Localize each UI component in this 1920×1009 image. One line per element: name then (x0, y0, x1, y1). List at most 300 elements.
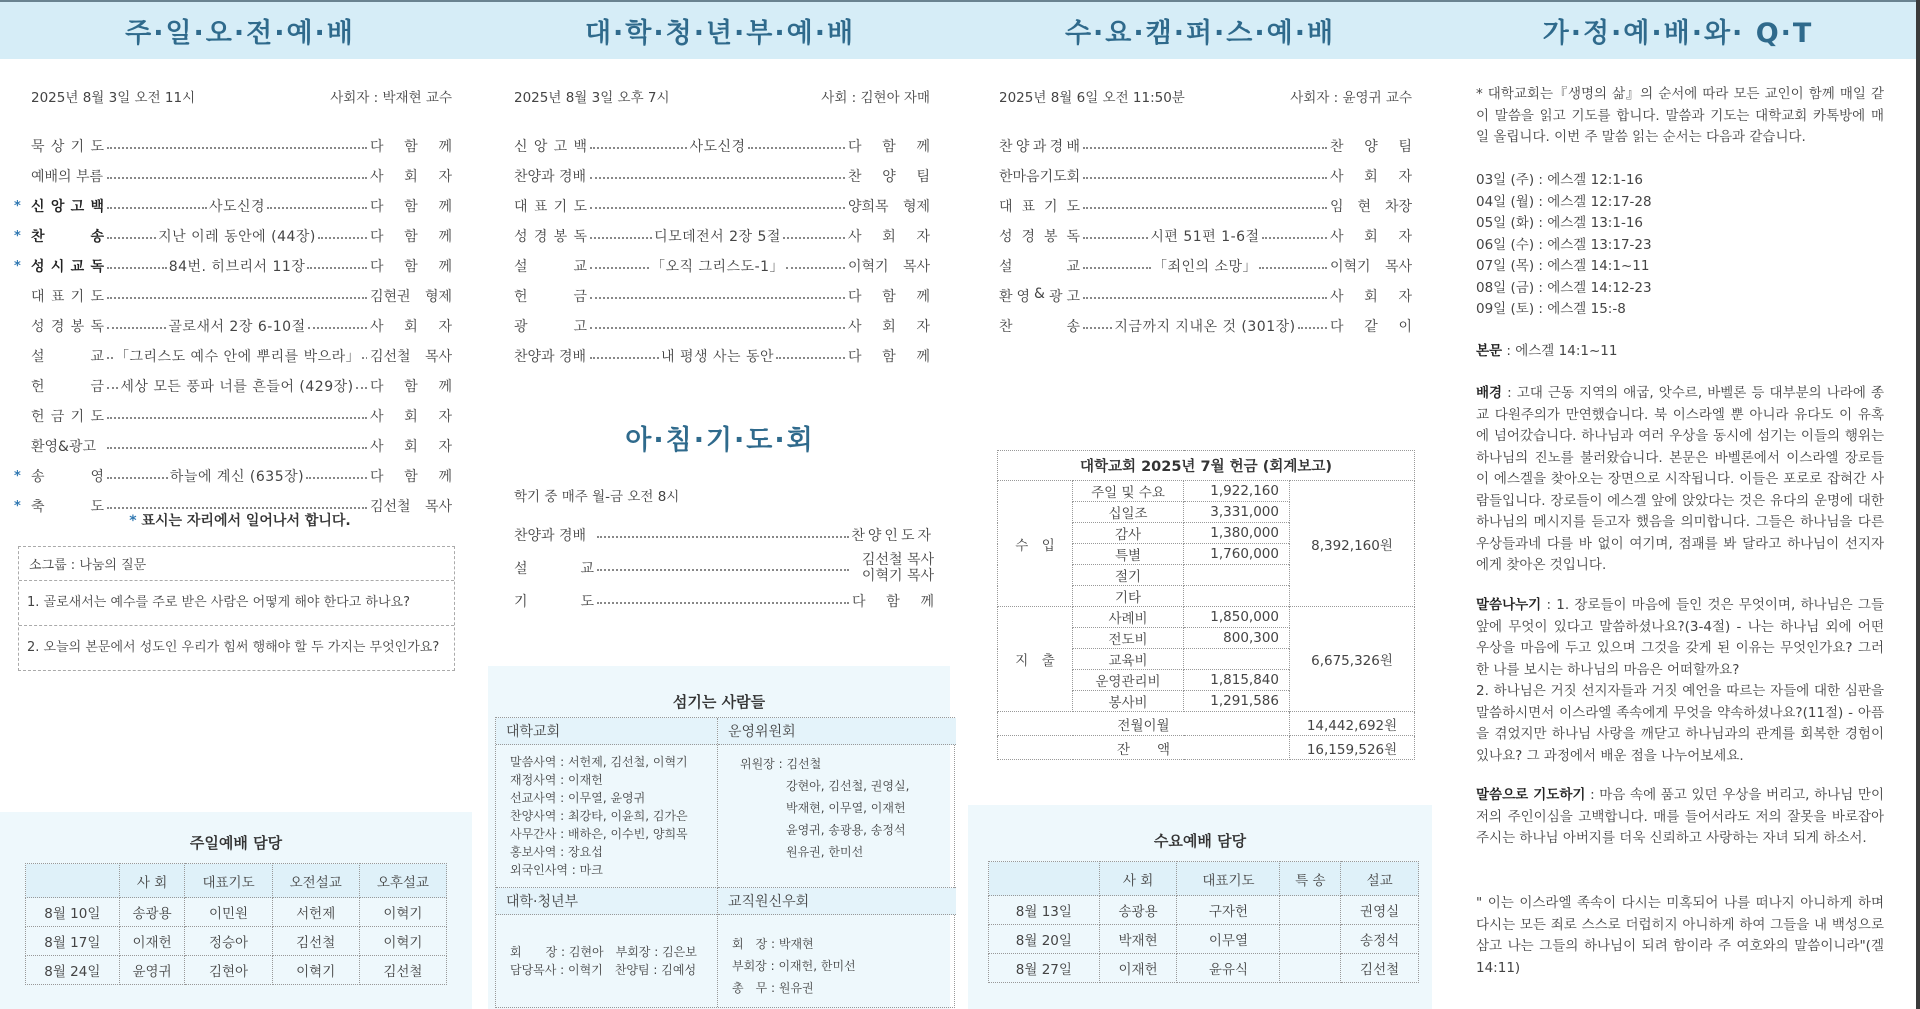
text-part: 께 (438, 139, 452, 155)
committee-member-line: 윤영귀, 송광용, 송정석 (786, 823, 906, 837)
qt-readings (1476, 170, 1884, 321)
text-part: 찬 (999, 319, 1013, 335)
text-part: 회 (404, 169, 418, 185)
reading-line: 04일 (월) : 에스겔 12:17-28 (1476, 193, 1652, 210)
stand-note-text: 표시는 자리에서 일어나서 합니다. (141, 513, 351, 529)
order-label (514, 591, 594, 611)
star-icon: * (14, 228, 21, 244)
text-part: 교 (70, 259, 85, 275)
qt-sharing-text: : 1. 장로들이 마음에 들인 것은 무엇이며, 하나님은 그들 앞에 무엇이 있다고 말씀하셨나요?(3-4절) - 나는 하나님 외에 어떤 우상을 마음에 두고 있으며 그것을 갖게 된 이유는 무엇인가요? 그러한 나를 보시는 하나님의 마음은 어떠할까요? (1476, 597, 1884, 678)
order-person (848, 136, 930, 156)
duty-cell: 이혁기 (272, 956, 359, 985)
text-part: 다 (370, 139, 384, 155)
order-leader (590, 256, 845, 276)
order-row (514, 586, 934, 616)
order-row (999, 221, 1412, 251)
dotted-leader (306, 477, 367, 479)
duty-cell: 윤영귀 (119, 956, 185, 985)
dotted-leader (107, 477, 168, 479)
servants-youth-list (496, 915, 717, 987)
servant-line: 회 장 : 박재현 (732, 937, 814, 951)
order-leader (590, 136, 845, 156)
order-row (14, 371, 452, 401)
order-row (14, 161, 452, 191)
qt-text-value: : 에스겔 14:1~11 (1502, 343, 1618, 359)
text-part: 환영&광고 (31, 439, 97, 455)
text-part: 다 (848, 139, 862, 155)
text-part: 도 (1066, 199, 1080, 215)
small-group-question: 2. 오늘의 본문에서 성도인 우리가 힘써 행해야 할 두 가지는 무엇인가요? (27, 640, 440, 655)
order-person (848, 196, 930, 216)
order-row (14, 341, 452, 371)
text-part: 함 (404, 229, 418, 245)
order-row (999, 251, 1412, 281)
balance-amount: 16,159,526원 (1290, 736, 1415, 760)
text-part: 사 (1330, 229, 1344, 245)
order-row (14, 131, 452, 161)
dotted-leader (107, 297, 367, 299)
order-person (1330, 226, 1412, 246)
text-part: 신 (31, 199, 45, 215)
person-line: 김선철 목사 (861, 552, 934, 568)
text-part: 백 (90, 199, 104, 215)
qt-column (1440, 0, 1916, 1009)
text-part: 함 (882, 349, 896, 365)
text-part: 도 (90, 499, 104, 515)
finance-title: 대학교회 2025년 7월 헌금 (회계보고) (998, 451, 1415, 481)
text-part: 이혁기 (848, 259, 889, 275)
text-part: 임 (1330, 199, 1344, 215)
text-part: 기 (514, 594, 528, 610)
qt-verse: " 이는 이스라엘 족속이 다시는 미혹되어 나를 떠나지 아니하게 하며 다시는 모든 죄로 스스로 더럽히지 아니하게 하여 그들을 내 백성으로 삼고 나는 그들의 하나님이 되려 함이라 주 여호와의 말씀이니라"(겔 14:11) (1476, 895, 1884, 976)
text-part: 대 (999, 199, 1013, 215)
order-leader (107, 256, 367, 276)
reading-line: 05일 (화) : 에스겔 13:1-16 (1476, 215, 1643, 231)
text-part: 께 (438, 379, 452, 395)
order-person (852, 552, 934, 584)
dotted-leader (590, 147, 687, 149)
text-part: 다 (848, 289, 862, 305)
dotted-leader (107, 417, 367, 419)
order-label (31, 436, 104, 456)
text-part: 고 (1066, 289, 1080, 305)
text-part: 축 (31, 499, 45, 515)
text-part: 함 (404, 379, 418, 395)
servant-line: 찬양사역 : 최강타, 이윤희, 김가은 (510, 809, 688, 823)
order-label (514, 346, 587, 366)
duty-cell: 8월 20일 (989, 925, 1100, 954)
duty-header-cell (989, 862, 1100, 896)
duty-cell: 이혁기 (359, 898, 446, 927)
text-part: 도 (90, 139, 104, 155)
income-total: 8,392,160원 (1290, 481, 1415, 607)
star-icon: * (129, 513, 137, 529)
wednesday-order (999, 131, 1412, 341)
text-part: 자 (438, 169, 452, 185)
text-part: 께 (438, 199, 452, 215)
text-part: 팀 (916, 169, 930, 185)
dotted-leader (107, 177, 367, 179)
text-part: 도 (580, 594, 594, 610)
duty-row (26, 898, 447, 927)
text-part: 께 (438, 469, 452, 485)
star-icon: * (14, 498, 21, 514)
duty-cell: 8월 27일 (989, 954, 1100, 983)
order-label (31, 466, 104, 486)
text-part: 성 (31, 319, 45, 335)
reading-line: 09일 (토) : 에스겔 15:-8 (1476, 301, 1626, 317)
wednesday-datetime: 2025년 8월 6일 오전 11:50분 (999, 90, 1185, 106)
text-part: 대 (31, 289, 45, 305)
qt-intro: * 대학교회는『생명의 삶』의 순서에 따라 모든 교인이 함께 매일 같이 말씀을 읽고 기도를 합니다. 말씀과 기도는 대학교회 카톡방에 매일 올립니다. 이번 주 말씀 읽는 순서는 다음과 같습니다. (1476, 86, 1884, 145)
order-row (999, 161, 1412, 191)
order-person (1330, 196, 1412, 216)
text-part: 한마음기도회 (999, 169, 1081, 185)
text-part: 사 (1330, 289, 1344, 305)
text-part: 찬양과 경배 (514, 349, 587, 365)
qt-background-text: : 고대 근동 지역의 애굽, 앗수르, 바벨론 등 대부분의 나라에 종교 다원주의가 만연했습니다. 북 이스라엘 뿐 아니라 유다도 이 유혹에 넘어갔습니다. 하나님과 여러 우상을 동시에 섬기는 이들의 행위는 하나님의 진노를 불러왔습니다. 본문은 바벨론에서 이스라엘 장로들이 에스겔을 찾아오는 장면으로 시작됩니다. 이들은 포로로 잡혀간 사람들입니다. 장로들이 에스겔 앞에 앉았다는 것은 유다의 운명에 대한 하나님의 메시지를 듣고자 했음을 의미합니다. 그들은 하나님을 다른 우상들과네 다를 바 없이 여기며, 점괘를 봐 달라고 하나님이 선지자에게 찾아온 것입니다. (1476, 385, 1884, 573)
stand-note (0, 510, 480, 530)
order-leader (1083, 226, 1327, 246)
income-amount: 1,760,000 (1184, 544, 1290, 565)
text-part: 헌 (31, 409, 45, 425)
text-part: 표 (50, 289, 65, 305)
text-part: 사 (848, 229, 862, 245)
dotted-leader (1083, 177, 1327, 179)
youth-order (514, 131, 930, 371)
text-part: 목사 (1384, 259, 1412, 275)
text-part: 께 (916, 349, 930, 365)
finance-balance-row (998, 736, 1415, 760)
servants-youth-heading: 대학·청년부 (496, 888, 717, 915)
dotted-leader (107, 267, 167, 269)
text-part: 차장 (1384, 199, 1412, 215)
order-person (370, 436, 452, 456)
small-group-heading: 소그룹 : 나눔의 질문 (19, 547, 454, 581)
sunday-morning-order (14, 131, 452, 521)
order-leader (1083, 316, 1327, 336)
order-label (514, 525, 594, 545)
youth-banner (480, 2, 960, 59)
text-part: 양 (1364, 139, 1378, 155)
sunday-morning-header (31, 86, 452, 106)
youth-column (480, 0, 960, 1009)
expense-item: 전도비 (1073, 628, 1184, 649)
income-amount: 1,922,160 (1184, 481, 1290, 502)
order-person (370, 226, 452, 246)
order-detail: 사도신경 (208, 199, 266, 215)
duty-header-cell (26, 864, 120, 898)
order-row (999, 281, 1412, 311)
order-label (514, 558, 594, 578)
morning-prayer-schedule: 학기 중 매주 월-금 오전 8시 (514, 489, 680, 505)
order-person (370, 376, 452, 396)
dotted-leader (590, 267, 649, 269)
servant-line: 총 무 : 원유권 (732, 981, 814, 995)
order-detail: 하늘에 계신 (635장) (169, 469, 305, 485)
dotted-leader (1259, 267, 1327, 269)
dotted-leader (107, 207, 207, 209)
text-part: 함 (886, 594, 900, 610)
committee-member-line: 박재현, 이무열, 이재헌 (786, 801, 906, 815)
servants-church-list (496, 745, 717, 887)
text-part: 찬 (999, 139, 1013, 155)
order-label (514, 316, 587, 336)
text-part: 양희목 (848, 199, 889, 215)
order-person (370, 166, 452, 186)
order-row (999, 191, 1412, 221)
expense-total: 6,675,326원 (1290, 607, 1415, 712)
text-part: 김현권 (370, 289, 411, 305)
text-part: 형제 (424, 289, 452, 305)
duty-header-cell: 오전설교 (272, 864, 359, 898)
text-part: 고 (553, 139, 568, 155)
text-part: 김선철 (370, 499, 411, 515)
finance-report-table (997, 450, 1415, 760)
order-person (370, 196, 452, 216)
text-part: 독 (90, 319, 104, 335)
duty-header-cell: 대표기도 (1177, 862, 1280, 896)
order-label (999, 196, 1080, 216)
servant-line: 부회장 : 이재헌, 한미선 (732, 959, 856, 973)
duty-cell: 송광용 (1099, 896, 1177, 925)
order-label (31, 196, 104, 216)
order-leader (1083, 143, 1327, 149)
order-row (14, 431, 452, 461)
qt-prayer-label: 말씀으로 기도하기 (1476, 787, 1586, 803)
order-label (999, 136, 1080, 156)
qt-title: 가·정·예·배·와· Q·T (1542, 18, 1814, 49)
text-part: 고 (573, 319, 587, 335)
text-part: 설 (514, 561, 528, 577)
text-part: 교 (580, 561, 594, 577)
youth-leader: 사회 : 김현아 자매 (821, 90, 930, 106)
text-part: 신 (514, 139, 528, 155)
text-part: 성 (999, 229, 1013, 245)
text-part: 봉 (553, 229, 568, 245)
text-part: 께 (916, 139, 930, 155)
dotted-leader (318, 237, 367, 239)
duty-cell: 8월 13일 (989, 896, 1100, 925)
duty-cell: 송정석 (1341, 925, 1419, 954)
text-part: 께 (920, 594, 934, 610)
text-part: 도 (90, 409, 104, 425)
duty-cell: 정승아 (185, 927, 272, 956)
wednesday-title: 수·요·캠·퍼·스·예·배 (1064, 18, 1336, 49)
order-detail: 지금까지 지내온 것 (301장) (1114, 319, 1296, 335)
text-part: 회 (882, 319, 896, 335)
order-detail: 내 평생 사는 동안 (660, 349, 775, 365)
text-part: 다 (370, 199, 384, 215)
text-part: 봉 (1043, 229, 1058, 245)
order-detail: 「죄인의 소망」 (1152, 259, 1258, 275)
qt-sharing-2: 2. 하나님은 거짓 선지자들과 거짓 예언을 따르는 자들에 대한 심판을 말씀하시면서 이스라엘 족속에게 무엇을 약속하셨나요?(11절) - 아픔을 겪었지만 하나님 사랑을 깨닫고 하나님과의 관계를 회복한 경험이 있나요? 그 과정에서 배운 점을 나누어보세요. (1476, 683, 1884, 764)
text-part: 양 (1015, 139, 1030, 155)
text-part: 자 (438, 439, 452, 455)
qt-text-label: 본문 (1476, 343, 1503, 359)
order-label (514, 226, 587, 246)
dotted-leader (1083, 207, 1327, 209)
order-person (370, 346, 452, 366)
income-item: 십일조 (1073, 502, 1184, 523)
order-label (31, 166, 104, 186)
duty-row (989, 925, 1419, 954)
text-part: 백 (573, 139, 587, 155)
text-part: 함 (404, 259, 418, 275)
dotted-leader (308, 327, 367, 329)
qt-text (1476, 341, 1884, 363)
servants-committee-heading: 운영위원회 (718, 718, 956, 745)
carryover-label: 전월이월 (998, 712, 1290, 736)
wednesday-duty-title: 수요예배 담당 (1153, 832, 1247, 850)
servants-committee-list (718, 745, 956, 871)
reading-line: 03일 (주) : 에스겔 12:1-16 (1476, 172, 1643, 188)
text-part: 다 (370, 259, 384, 275)
order-leader (107, 316, 367, 336)
duty-cell: 김현아 (185, 956, 272, 985)
duty-cell: 이재헌 (119, 927, 185, 956)
duty-cell: 김선철 (359, 956, 446, 985)
duty-header-row (26, 864, 447, 898)
duty-header-cell: 오후설교 (359, 864, 446, 898)
expense-item: 사례비 (1073, 607, 1184, 628)
qt-background (1476, 383, 1884, 577)
order-label (31, 256, 104, 276)
text-part: 앙 (50, 199, 65, 215)
order-row (514, 281, 930, 311)
servants-church-heading: 대학교회 (496, 718, 717, 745)
order-row (14, 401, 452, 431)
servant-line: 재정사역 : 이재헌 (510, 773, 603, 787)
text-part: 송 (31, 469, 45, 485)
order-label (999, 166, 1080, 186)
sunday-morning-leader: 사회자 : 박재현 교수 (330, 90, 452, 106)
expense-item: 교육비 (1073, 649, 1184, 670)
duty-row (989, 896, 1419, 925)
sunday-duty-table (25, 863, 447, 985)
qt-prayer (1476, 785, 1884, 850)
servants-church (496, 718, 718, 888)
order-detail: 지난 이레 동안에 (44장) (158, 229, 316, 245)
text-part: 기 (1043, 199, 1058, 215)
expense-amount: 1,850,000 (1184, 607, 1290, 628)
order-row (999, 311, 1412, 341)
order-person (370, 286, 452, 306)
dotted-leader (1083, 297, 1327, 299)
sunday-morning-banner (0, 2, 480, 59)
order-label (514, 136, 587, 156)
text-part: 찬 (1330, 139, 1344, 155)
order-detail: 「그리스도 예수 안에 뿌리를 박으라」 (115, 349, 361, 365)
dotted-leader (1083, 237, 1148, 239)
order-label (31, 136, 104, 156)
order-label (999, 316, 1080, 336)
text-part: 자 (438, 409, 452, 425)
text-part: 찬 (848, 169, 862, 185)
order-detail: 「오직 그리스도-1」 (650, 259, 785, 275)
text-part: 양 (882, 169, 896, 185)
duty-cell: 이무열 (1177, 925, 1280, 954)
sunday-duty-panel (0, 812, 472, 1009)
order-person (848, 286, 930, 306)
carryover-amount: 14,442,692원 (1290, 712, 1415, 736)
duty-cell: 8월 10일 (26, 898, 120, 927)
dotted-leader (590, 327, 845, 329)
dotted-leader (776, 357, 845, 359)
dotted-leader (590, 237, 652, 239)
income-amount: 3,331,000 (1184, 502, 1290, 523)
dotted-leader (107, 327, 166, 329)
order-leader (590, 173, 845, 179)
text-part: 고 (70, 199, 85, 215)
reading-line: 07일 (목) : 에스겔 14:1~11 (1476, 258, 1650, 274)
dotted-leader (1083, 147, 1327, 149)
text-part: 자 (438, 319, 452, 335)
committee-members (732, 775, 942, 863)
order-detail: 세상 모든 풍파 너를 흔들어 (429장) (120, 379, 354, 395)
text-part: 자 (1398, 169, 1412, 185)
text-part: 독 (1066, 229, 1080, 245)
order-person (370, 466, 452, 486)
text-part: 회 (1364, 229, 1378, 245)
order-leader (597, 565, 849, 571)
order-leader (107, 466, 367, 486)
duty-header-cell: 사 회 (119, 864, 185, 898)
wednesday-header (999, 86, 1412, 106)
order-row (514, 191, 930, 221)
duty-cell (1280, 896, 1341, 925)
text-part: 이혁기 (1330, 259, 1371, 275)
order-leader (590, 226, 845, 246)
finance-carryover-row (998, 712, 1415, 736)
text-part: 금 (573, 289, 587, 305)
text-part: 다 (852, 594, 866, 610)
finance-title-row (998, 451, 1415, 481)
text-part: 다 (848, 349, 862, 365)
text-part: 사 (370, 409, 384, 425)
order-person (1330, 136, 1412, 156)
text-part: 회 (882, 229, 896, 245)
text-part: 경 (50, 319, 65, 335)
text-part: 함 (404, 199, 418, 215)
text-part: 이 (1398, 319, 1412, 335)
text-part: 금 (50, 409, 65, 425)
wednesday-banner (960, 2, 1440, 59)
text-part: 형제 (902, 199, 930, 215)
dotted-leader (783, 237, 845, 239)
duty-cell: 이재헌 (1099, 954, 1177, 983)
dotted-leader (107, 387, 118, 389)
dotted-leader (597, 602, 849, 604)
text-part: 영 (1016, 289, 1031, 305)
servant-line: 말씀사역 : 서헌제, 김선철, 이혁기 (510, 755, 688, 769)
order-label (31, 316, 104, 336)
text-part: 기 (70, 139, 85, 155)
wednesday-duty-table (988, 861, 1419, 983)
duty-cell: 박재현 (1099, 925, 1177, 954)
youth-header (514, 86, 930, 106)
order-leader (1083, 256, 1327, 276)
committee-chair: 위원장 : 김선철 (740, 757, 822, 771)
order-person (1330, 166, 1412, 186)
servant-line: 사무간사 : 배하은, 이수빈, 양희목 (510, 827, 688, 841)
servants-grid (495, 717, 955, 1008)
order-label (999, 286, 1080, 306)
order-person (848, 316, 930, 336)
order-row (14, 281, 452, 311)
duty-header-cell: 특 송 (1280, 862, 1341, 896)
order-row (14, 191, 452, 221)
